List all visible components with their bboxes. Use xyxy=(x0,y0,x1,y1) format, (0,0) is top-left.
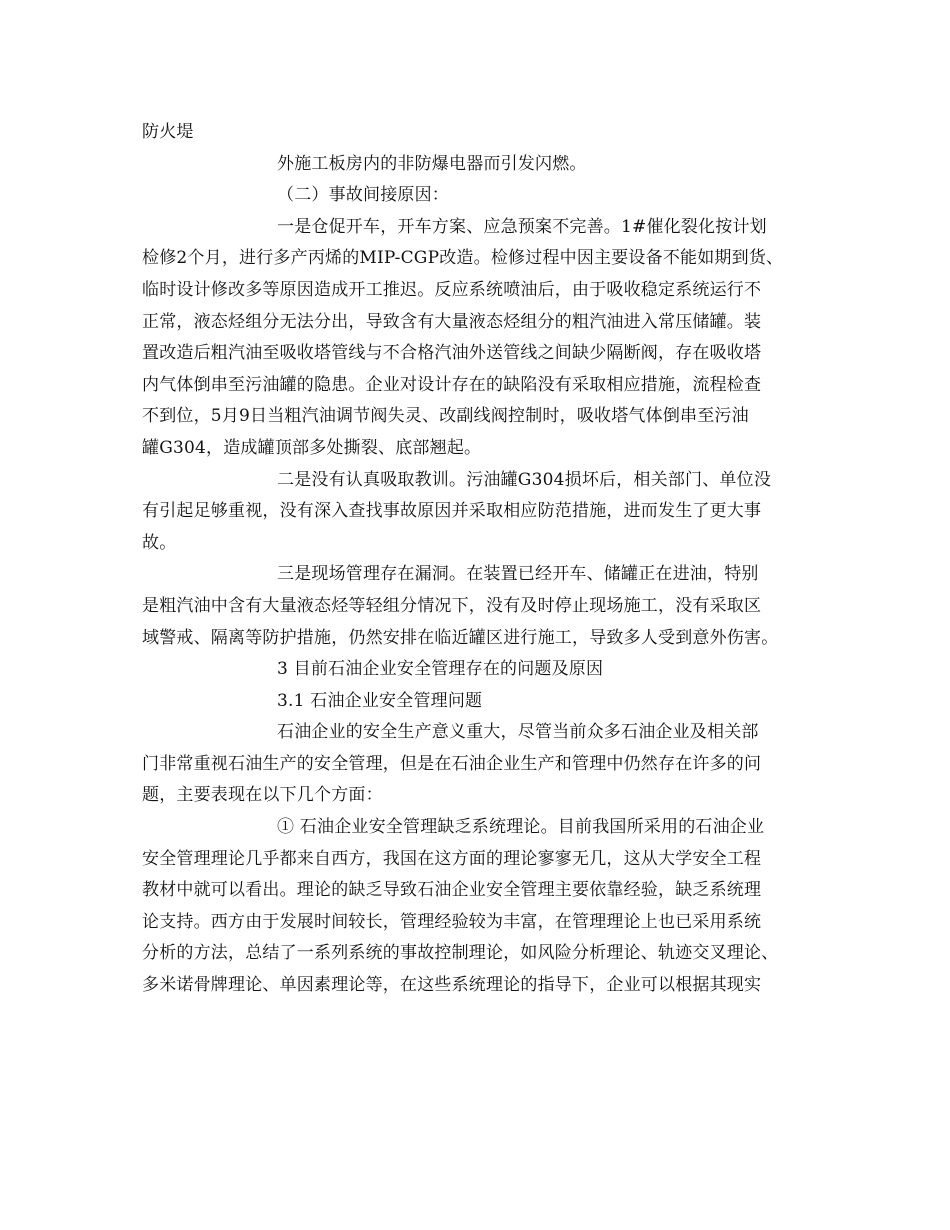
text-line: 有引起足够重视，没有深入查找事故原因并采取相应防范措施，进而发生了更大事 xyxy=(142,501,762,522)
paragraph-start: 石油企业的安全生产意义重大，尽管当前众多石油企业及相关部 xyxy=(277,722,759,743)
text-line: 罐G304，造成罐顶部多处撕裂、底部翘起。 xyxy=(142,437,482,458)
text-line: 故。 xyxy=(142,532,177,553)
paragraph-start: 一是仓促开车，开车方案、应急预案不完善。1#催化裂化按计划 xyxy=(277,216,767,237)
text-line: 不到位，5月9日当粗汽油调节阀失灵、改副线阀控制时，吸收塔气体倒串至污油 xyxy=(142,406,749,427)
text-line: 防火堤 xyxy=(142,122,194,142)
text-line: 是粗汽油中含有大量液态烃等轻组分情况下，没有及时停止现场施工，没有采取区 xyxy=(142,595,762,616)
text-line: 正常，液态烃组分无法分出，导致含有大量液态烃组分的粗汽油进入常压储罐。装 xyxy=(142,311,762,332)
text-line: 内气体倒串至污油罐的隐患。企业对设计存在的缺陷没有采取相应措施，流程检查 xyxy=(142,374,762,395)
paragraph-start: 三是现场管理存在漏洞。在装置已经开车、储罐正在进油，特别 xyxy=(277,564,759,585)
text-line: 临时设计修改多等原因造成开工推迟。反应系统喷油后，由于吸收稳定系统运行不 xyxy=(142,279,762,300)
section-heading: 3 目前石油企业安全管理存在的问题及原因 xyxy=(277,659,604,680)
text-line: 门非常重视石油生产的安全管理，但是在石油企业生产和管理中仍然存在许多的问 xyxy=(142,753,762,774)
section-heading: （二）事故间接原因： xyxy=(277,185,449,206)
text-line: 题，主要表现在以下几个方面： xyxy=(142,785,383,806)
text-line: 分析的方法，总结了一系列系统的事故控制理论，如风险分析理论、轨迹交叉理论、 xyxy=(142,943,779,964)
text-line: 外施工板房内的非防爆电器而引发闪燃。 xyxy=(277,153,587,174)
text-line: 安全管理理论几乎都来自西方，我国在这方面的理论寥寥无几，这从大学安全工程 xyxy=(142,848,762,869)
text-line: 论支持。西方由于发展时间较长，管理经验较为丰富，在管理理论上也已采用系统 xyxy=(142,911,762,932)
text-line: 教材中就可以看出。理论的缺乏导致石油企业安全管理主要依靠经验，缺乏系统理 xyxy=(142,880,762,901)
text-line: 检修2个月，进行多产丙烯的MIP-CGP改造。检修过程中因主要设备不能如期到货、 xyxy=(142,248,784,269)
paragraph-start: 二是没有认真吸取教训。污油罐G304损坏后，相关部门、单位没 xyxy=(277,469,772,490)
text-line: 置改造后粗汽油至吸收塔管线与不合格汽油外送管线之间缺少隔断阀，存在吸收塔 xyxy=(142,343,762,364)
subsection-heading: 3.1 石油企业安全管理问题 xyxy=(277,690,483,711)
document-body xyxy=(142,117,812,1002)
text-line: 多米诺骨牌理论、单因素理论等，在这些系统理论的指导下，企业可以根据其现实 xyxy=(142,975,762,996)
paragraph-start: ① 石油企业安全管理缺乏系统理论。目前我国所采用的石油企业 xyxy=(277,817,765,838)
text-line: 域警戒、隔离等防护措施，仍然安排在临近罐区进行施工，导致多人受到意外伤害。 xyxy=(142,627,779,648)
